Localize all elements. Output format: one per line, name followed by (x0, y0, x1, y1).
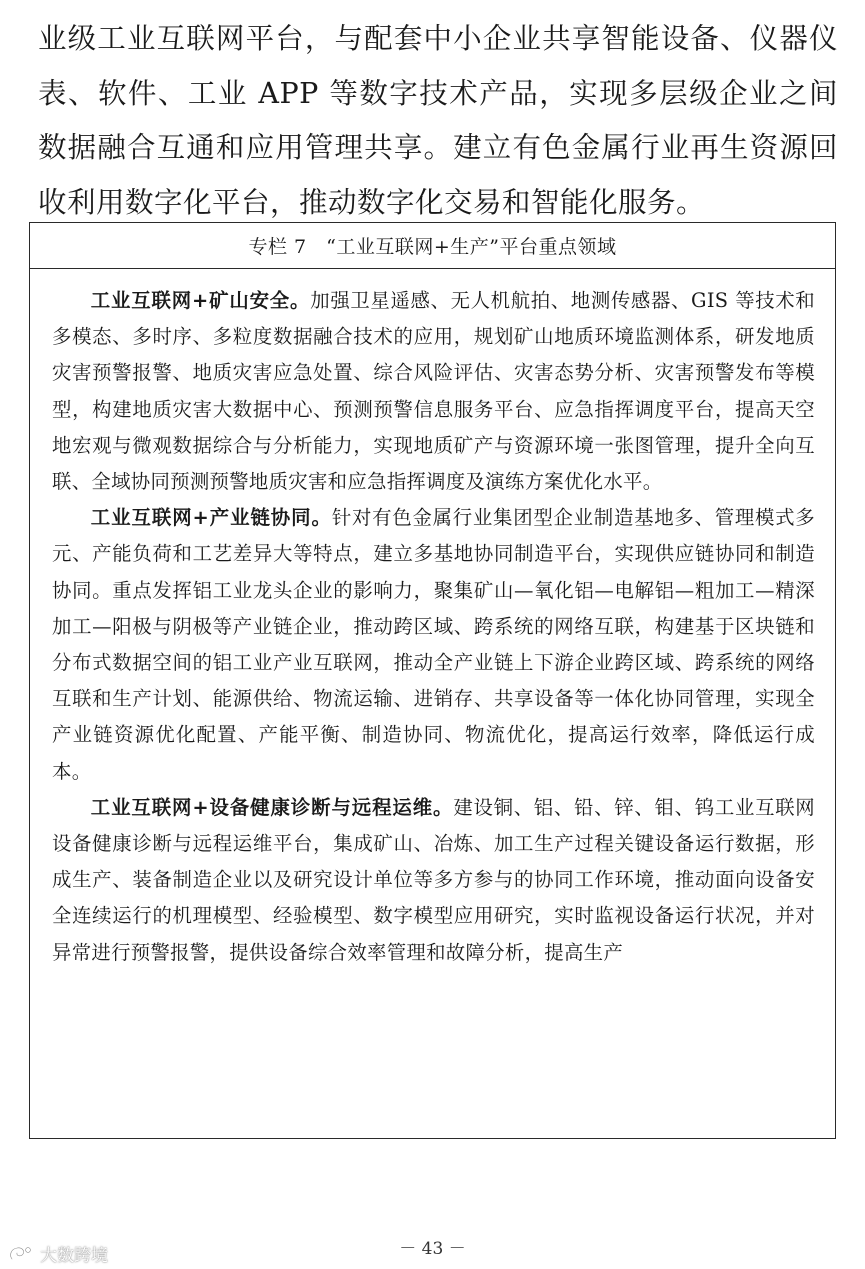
feature-box (29, 222, 836, 1139)
section-equipment-health (52, 790, 815, 971)
section-lead: 工业互联网+产业链协同。 (90, 506, 332, 530)
box-body (30, 269, 835, 971)
box-title: 专栏 7 “工业互联网+生产”平台重点领域 (30, 223, 835, 269)
watermark-text: 大数跨境 (40, 1246, 108, 1266)
watermark (8, 1241, 108, 1266)
page-number: － 43 － (399, 1239, 466, 1259)
section-mine-safety (52, 283, 815, 500)
section-lead: 工业互联网+矿山安全。 (90, 289, 311, 312)
logo-icon (8, 1245, 34, 1263)
section-industry-chain (52, 500, 815, 790)
intro-paragraph: 业级工业互联网平台，与配套中小企业共享智能设备、仪器仪表、软件、工业 APP 等数字技术产品，实现多层级企业之间数据融合互通和应用管理共享。建立有色金属行业再生资源回收利用数字化平台，推动数字化交易和智能化服务。 (38, 22, 838, 219)
section-text: 加强卫星遥感、无人机航拍、地测传感器、GIS 等技术和多模态、多时序、多粒度数据融合技术的应用，规划矿山地质环境监测体系，研发地质灾害预警报警、地质灾害应急处置、综合风险评估、灾害态势分析、灾害预警发布等模型，构建地质灾害大数据中心、预测预警信息服务平台、应急指挥调度平台，提高天空地宏观与微观数据综合与分析能力，实现地质矿产与资源环境一张图管理，提升全向互联、全域协同预测预警地质灾害和应急指挥调度及演练方案优化水平。 (52, 289, 815, 494)
section-lead: 工业互联网+设备健康诊断与远程运维。 (90, 795, 454, 819)
section-text: 针对有色金属行业集团型企业制造基地多、管理模式多元、产能负荷和工艺差异大等特点，建立多基地协同制造平台，实现供应链协同和制造协同。重点发挥铝工业龙头企业的影响力，聚集矿山—氧化铝—电解铝—粗加工—精深加工—阳极与阴极等产业链企业，推动跨区域、跨系统的网络互联，构建基于区块链和分布式数据空间的铝工业产业互联网，推动全产业链上下游企业跨区域、跨系统的网络互联和生产计划、能源供给、物流运输、进销存、共享设备等一体化协同管理，实现全产业链资源优化配置、产能平衡、制造协同、物流优化，提高运行效率，降低运行成本。 (52, 506, 815, 783)
section-text: 建设铜、铝、铅、锌、钼、钨工业互联网设备健康诊断与远程运维平台，集成矿山、冶炼、加工生产过程关键设备运行数据，形成生产、装备制造企业以及研究设计单位等多方参与的协同工作环境，推动面向设备安全连续运行的机理模型、经验模型、数字模型应用研究，实时监视设备运行状况，并对异常进行预警报警，提供设备综合效率管理和故障分析，提高生产 (52, 795, 815, 964)
